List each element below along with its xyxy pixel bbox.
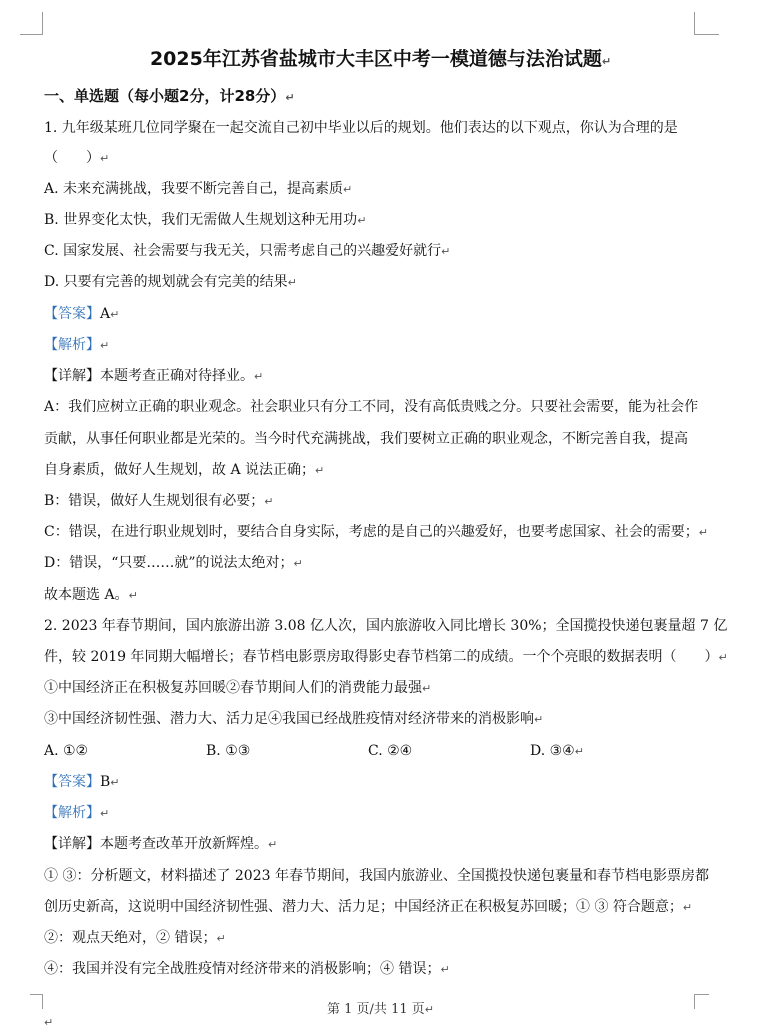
question-2-statements: ③中国经济韧性强、潜力大、活力足④我国已经战胜疫情对经济带来的消极影响↵ xyxy=(44,711,544,727)
document-title: 2025年江苏省盐城市大丰区中考一模道德与法治试题↵ xyxy=(149,48,612,70)
answer-tag: 【答案】 xyxy=(44,306,100,322)
question-2-detail-heading: 【详解】本题考查改革开放新辉煌。↵ xyxy=(44,836,278,852)
analysis-tag: 【解析】 xyxy=(44,337,100,353)
answer-tag: 【答案】 xyxy=(44,774,100,790)
question-1-option-a: A. 未来充满挑战，我要不断完善自己，提高素质↵ xyxy=(44,181,353,197)
question-1-detail-line: B：错误，做好人生规划很有必要；↵ xyxy=(44,493,274,509)
question-2-detail-line: ②：观点天绝对，② 错误；↵ xyxy=(44,930,226,946)
question-2-option-b: B. ①③ xyxy=(206,743,251,759)
question-2-statements: ①中国经济正在积极复苏回暖②春节期间人们的消费能力最强↵ xyxy=(44,680,432,696)
question-1-option-c: C. 国家发展、社会需要与我无关，只需考虑自己的兴趣爱好就行↵ xyxy=(44,243,451,259)
crop-mark-top-right xyxy=(694,12,719,35)
question-1-detail-line: 贡献，从事任何职业都是光荣的。当今时代充满挑战，我们要树立正确的职业观念，不断完善自我，提高 xyxy=(44,431,688,447)
question-1-stem: 1. 九年级某班几位同学聚在一起交流自己初中毕业以后的规划。他们表达的以下观点，你认为合理的是 xyxy=(44,120,678,136)
crop-mark-top-left xyxy=(20,12,43,35)
question-2-stem: 件，较 2019 年同期大幅增长；春节档电影票房取得影史春节档第二的成绩。一个个亮眼的数据表明（ ）↵ xyxy=(44,649,728,665)
question-2-detail-line: ④：我国并没有完全战胜疫情对经济带来的消极影响；④ 错误；↵ xyxy=(44,961,450,977)
question-1-detail-line: D：错误，“只要……就”的说法太绝对；↵ xyxy=(44,555,303,571)
question-2-detail-line: ① ③：分析题文，材料描述了 2023 年春节期间，我国内旅游业、全国揽投快递包裹量和春节档电影票房都 xyxy=(44,868,709,884)
question-2-option-d: D. ③④↵ xyxy=(530,743,584,759)
question-2-answer: 【答案】B↵ xyxy=(44,774,120,790)
question-1-detail-line: C：错误，在进行职业规划时，要结合自身实际，考虑的是自己的兴趣爱好，也要考虑国家、社会的需要；↵ xyxy=(44,524,708,540)
question-1-option-b: B. 世界变化太快，我们无需做人生规划这种无用功↵ xyxy=(44,212,367,228)
question-2-analysis: 【解析】↵ xyxy=(44,805,110,821)
paragraph-mark: ↵ xyxy=(44,1016,54,1029)
question-1-answer: 【答案】A↵ xyxy=(44,306,120,322)
question-2-option-a: A. ①② xyxy=(44,743,89,759)
question-1-option-d: D. 只要有完善的规划就会有完美的结果↵ xyxy=(44,274,297,290)
question-1-blank: （ ）↵ xyxy=(44,150,110,166)
page-footer: 第 1 页/共 11 页↵ xyxy=(327,1002,434,1017)
analysis-tag: 【解析】 xyxy=(44,805,100,821)
section-heading: 一、单选题（每小题2分，计28分）↵ xyxy=(44,87,295,105)
question-1-analysis: 【解析】↵ xyxy=(44,337,110,353)
question-2-detail-line: 创历史新高，这说明中国经济韧性强、潜力大、活力足；中国经济正在积极复苏回暖；① ③ 符合题意；↵ xyxy=(44,899,693,915)
question-1-detail-heading: 【详解】本题考查正确对待择业。↵ xyxy=(44,368,264,384)
question-2-option-c: C. ②④ xyxy=(368,743,413,759)
question-2-stem: 2. 2023 年春节期间，国内旅游出游 3.08 亿人次，国内旅游收入同比增长 30%；全国揽投快递包裹量超 7 亿 xyxy=(44,618,728,634)
question-1-detail-line: A：我们应树立正确的职业观念。社会职业只有分工不同，没有高低贵贱之分。只要社会需要，能为社会作 xyxy=(44,399,699,415)
question-1-conclusion: 故本题选 A。↵ xyxy=(44,587,138,603)
question-1-detail-line: 自身素质，做好人生规划，故 A 说法正确；↵ xyxy=(44,462,325,478)
